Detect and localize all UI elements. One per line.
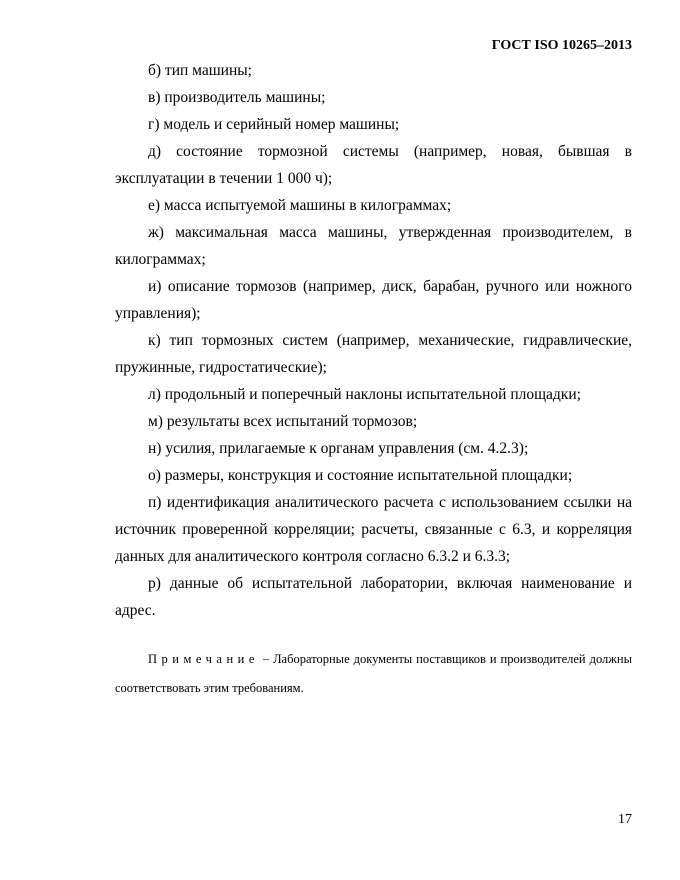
- page-body: [115, 57, 632, 703]
- list-item: л) продольный и поперечный наклоны испытательной площадки;: [148, 386, 581, 403]
- list-item: и) описание тормозов (например, диск, барабан, ручного или ножного управления);: [115, 278, 632, 322]
- list-item: г) модель и серийный номер машины;: [148, 116, 400, 133]
- list-item: б) тип машины;: [148, 62, 252, 79]
- page-number: 17: [618, 812, 632, 827]
- list-item: ж) максимальная масса машины, утвержденная производителем, в килограммах;: [115, 224, 632, 268]
- list-item: к) тип тормозных систем (например, механические, гидравлические, пружинные, гидростатические);: [115, 332, 632, 376]
- note-label: Примечание: [148, 652, 259, 666]
- list-item: в) производитель машины;: [148, 89, 326, 106]
- document-header: ГОСТ ISO 10265–2013: [491, 38, 632, 53]
- note-text: – Лабораторные документы поставщиков и производителей должны соответствовать этим требованиям.: [115, 652, 632, 695]
- list-item: н) усилия, прилагаемые к органам управления (см. 4.2.3);: [148, 440, 529, 457]
- list-item: р) данные об испытательной лаборатории, включая наименование и адрес.: [115, 575, 632, 619]
- list-item: д) состояние тормозной системы (например, новая, бывшая в эксплуатации в течении 1 000 ч);: [115, 143, 632, 187]
- list-item: м) результаты всех испытаний тормозов;: [148, 413, 418, 430]
- note: [115, 645, 632, 703]
- list-item: е) масса испытуемой машины в килограммах;: [148, 197, 452, 214]
- list-item: п) идентификация аналитического расчета с использованием ссылки на источник проверенной корреляции; расчеты, связанные с 6.3, и корреляция данных для аналитического контроля согласно 6.3.2 и 6.3.3;: [115, 494, 632, 565]
- list-item: о) размеры, конструкция и состояние испытательной площадки;: [148, 467, 573, 484]
